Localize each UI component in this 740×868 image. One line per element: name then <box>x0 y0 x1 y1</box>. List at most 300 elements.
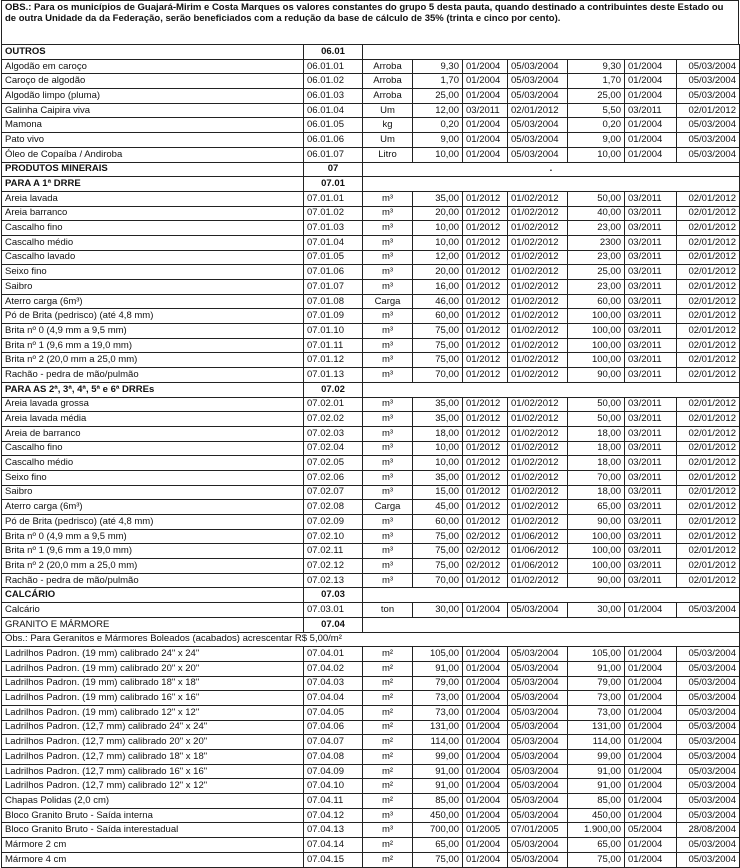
period-2: 03/2011 <box>625 529 677 544</box>
date-2: 02/01/2012 <box>677 309 740 324</box>
value-1: 450,00 <box>413 808 463 823</box>
date-2: 05/03/2004 <box>677 661 740 676</box>
period-1: 01/2004 <box>463 133 508 148</box>
unit: m² <box>363 691 413 706</box>
section-row <box>2 382 740 397</box>
period-2: 01/2004 <box>625 118 677 133</box>
product-name: Aterro carga (6m³) <box>2 294 304 309</box>
period-1: 01/2004 <box>463 794 508 809</box>
section-blank <box>363 45 740 60</box>
unit: m³ <box>363 250 413 265</box>
value-1: 45,00 <box>413 500 463 515</box>
unit: Carga <box>363 294 413 309</box>
value-1: 99,00 <box>413 750 463 765</box>
product-code: 07.01.03 <box>304 221 363 236</box>
section-blank: . <box>363 162 740 177</box>
period-2: 01/2004 <box>625 74 677 89</box>
value-1: 35,00 <box>413 397 463 412</box>
value-2: 105,00 <box>568 647 625 662</box>
product-code: 06.01.03 <box>304 89 363 104</box>
table-row <box>2 750 740 765</box>
value-1: 30,00 <box>413 603 463 618</box>
product-code: 07.01.09 <box>304 309 363 324</box>
product-name: Brita nº 2 (20,0 mm a 25,0 mm) <box>2 353 304 368</box>
product-code: 07.02.11 <box>304 544 363 559</box>
date-2: 02/01/2012 <box>677 500 740 515</box>
period-1: 01/2004 <box>463 89 508 104</box>
table-row <box>2 544 740 559</box>
unit: m² <box>363 661 413 676</box>
date-1: 05/03/2004 <box>508 59 568 74</box>
period-2: 01/2004 <box>625 705 677 720</box>
value-1: 9,30 <box>413 59 463 74</box>
date-1: 07/01/2005 <box>508 823 568 838</box>
period-2: 01/2004 <box>625 603 677 618</box>
value-2: 1,70 <box>568 74 625 89</box>
date-1: 01/02/2012 <box>508 338 568 353</box>
section-code: 07 <box>304 162 363 177</box>
value-1: 25,00 <box>413 89 463 104</box>
date-2: 05/03/2004 <box>677 691 740 706</box>
period-2: 01/2004 <box>625 89 677 104</box>
period-2: 01/2004 <box>625 750 677 765</box>
section-blank <box>363 617 740 632</box>
value-2: 91,00 <box>568 764 625 779</box>
period-1: 02/2012 <box>463 529 508 544</box>
table-row <box>2 147 740 162</box>
product-code: 07.04.01 <box>304 647 363 662</box>
period-2: 03/2011 <box>625 426 677 441</box>
table-row <box>2 338 740 353</box>
value-1: 91,00 <box>413 764 463 779</box>
section-title: PARA AS 2ª, 3ª, 4ª, 5ª e 6ª DRREs <box>2 382 304 397</box>
table-row <box>2 265 740 280</box>
unit: m³ <box>363 573 413 588</box>
value-1: 75,00 <box>413 559 463 574</box>
date-2: 05/03/2004 <box>677 764 740 779</box>
period-1: 01/2012 <box>463 397 508 412</box>
period-2: 03/2011 <box>625 515 677 530</box>
product-name: Algodão em caroço <box>2 59 304 74</box>
section-blank <box>363 588 740 603</box>
date-1: 01/02/2012 <box>508 250 568 265</box>
date-2: 02/01/2012 <box>677 338 740 353</box>
product-code: 07.04.08 <box>304 750 363 765</box>
date-2: 02/01/2012 <box>677 353 740 368</box>
product-name: Brita nº 0 (4,9 mm a 9,5 mm) <box>2 324 304 339</box>
date-1: 01/02/2012 <box>508 500 568 515</box>
unit: m³ <box>363 221 413 236</box>
value-1: 114,00 <box>413 735 463 750</box>
unit: m³ <box>363 368 413 383</box>
date-2: 02/01/2012 <box>677 412 740 427</box>
date-1: 05/03/2004 <box>508 705 568 720</box>
value-2: 50,00 <box>568 191 625 206</box>
period-2: 01/2004 <box>625 720 677 735</box>
value-1: 12,00 <box>413 103 463 118</box>
period-1: 01/2012 <box>463 500 508 515</box>
product-code: 07.04.06 <box>304 720 363 735</box>
period-1: 01/2012 <box>463 456 508 471</box>
period-1: 01/2012 <box>463 338 508 353</box>
unit: m³ <box>363 808 413 823</box>
section-row <box>2 588 740 603</box>
date-2: 02/01/2012 <box>677 485 740 500</box>
unit: m³ <box>363 397 413 412</box>
value-1: 20,00 <box>413 206 463 221</box>
unit: m³ <box>363 309 413 324</box>
period-2: 03/2011 <box>625 485 677 500</box>
value-2: 60,00 <box>568 294 625 309</box>
value-2: 23,00 <box>568 280 625 295</box>
date-2: 05/03/2004 <box>677 147 740 162</box>
value-1: 73,00 <box>413 705 463 720</box>
date-1: 01/02/2012 <box>508 426 568 441</box>
date-2: 05/03/2004 <box>677 59 740 74</box>
table-row <box>2 500 740 515</box>
product-name: Caroço de algodão <box>2 74 304 89</box>
date-2: 05/03/2004 <box>677 750 740 765</box>
period-1: 03/2011 <box>463 103 508 118</box>
date-2: 02/01/2012 <box>677 368 740 383</box>
unit: m³ <box>363 412 413 427</box>
unit: m³ <box>363 235 413 250</box>
table-row <box>2 397 740 412</box>
product-code: 07.04.15 <box>304 852 363 867</box>
table-row <box>2 235 740 250</box>
period-1: 02/2012 <box>463 544 508 559</box>
product-name: Ladrilhos Padron. (12,7 mm) calibrado 24" x 24" <box>2 720 304 735</box>
period-2: 03/2011 <box>625 191 677 206</box>
table-row <box>2 647 740 662</box>
product-name: Ladrilhos Padron. (12,7 mm) calibrado 20" x 20" <box>2 735 304 750</box>
product-code: 06.01.04 <box>304 103 363 118</box>
period-1: 01/2004 <box>463 59 508 74</box>
period-2: 03/2011 <box>625 573 677 588</box>
unit: m³ <box>363 823 413 838</box>
table-row <box>2 559 740 574</box>
value-2: 91,00 <box>568 661 625 676</box>
product-code: 07.01.12 <box>304 353 363 368</box>
product-code: 07.01.01 <box>304 191 363 206</box>
value-2: 90,00 <box>568 515 625 530</box>
value-2: 0,20 <box>568 118 625 133</box>
value-1: 105,00 <box>413 647 463 662</box>
product-code: 07.04.07 <box>304 735 363 750</box>
period-1: 01/2012 <box>463 485 508 500</box>
table-row <box>2 103 740 118</box>
price-table <box>1 44 740 868</box>
unit: kg <box>363 118 413 133</box>
product-name: Ladrilhos Padron. (19 mm) calibrado 20" x 20" <box>2 661 304 676</box>
period-2: 01/2004 <box>625 794 677 809</box>
product-name: Galinha Caipira viva <box>2 103 304 118</box>
product-code: 07.04.05 <box>304 705 363 720</box>
value-2: 1.900,00 <box>568 823 625 838</box>
section-row <box>2 162 740 177</box>
period-1: 01/2004 <box>463 661 508 676</box>
note-row <box>2 632 740 647</box>
value-1: 91,00 <box>413 661 463 676</box>
product-name: Ladrilhos Padron. (19 mm) calibrado 24" x 24" <box>2 647 304 662</box>
period-2: 03/2011 <box>625 441 677 456</box>
section-title: OUTROS <box>2 45 304 60</box>
period-1: 01/2012 <box>463 221 508 236</box>
table-row <box>2 221 740 236</box>
observation-note: OBS.: Para os municípios de Guajará-Mirim e Costa Marques os valores constantes do grupo 5 desta pauta, quando destinado a contribuintes deste Estado ou de outra Unidade da da Federação, serão beneficiados com a redução da base de cálculo de 35% (trinta e cinco por cento). <box>1 0 739 44</box>
date-1: 01/06/2012 <box>508 529 568 544</box>
period-2: 03/2011 <box>625 324 677 339</box>
date-1: 05/03/2004 <box>508 779 568 794</box>
date-1: 01/02/2012 <box>508 294 568 309</box>
date-2: 02/01/2012 <box>677 250 740 265</box>
table-row <box>2 794 740 809</box>
period-1: 01/2012 <box>463 515 508 530</box>
date-1: 01/02/2012 <box>508 412 568 427</box>
product-name: Ladrilhos Padron. (19 mm) calibrado 16" x 16" <box>2 691 304 706</box>
product-name: Cascalho fino <box>2 221 304 236</box>
product-code: 07.04.13 <box>304 823 363 838</box>
table-row <box>2 353 740 368</box>
period-2: 03/2011 <box>625 353 677 368</box>
table-row <box>2 309 740 324</box>
period-2: 03/2011 <box>625 265 677 280</box>
period-2: 03/2011 <box>625 280 677 295</box>
table-row <box>2 118 740 133</box>
unit: m³ <box>363 338 413 353</box>
table-row <box>2 764 740 779</box>
period-1: 01/2012 <box>463 353 508 368</box>
period-1: 01/2012 <box>463 426 508 441</box>
product-code: 07.02.08 <box>304 500 363 515</box>
date-1: 01/06/2012 <box>508 559 568 574</box>
date-1: 01/02/2012 <box>508 280 568 295</box>
table-row <box>2 720 740 735</box>
date-1: 01/02/2012 <box>508 368 568 383</box>
table-row <box>2 426 740 441</box>
period-2: 03/2011 <box>625 294 677 309</box>
unit: m² <box>363 794 413 809</box>
product-code: 07.01.13 <box>304 368 363 383</box>
value-1: 75,00 <box>413 544 463 559</box>
product-code: 07.04.12 <box>304 808 363 823</box>
period-1: 01/2012 <box>463 324 508 339</box>
period-1: 01/2012 <box>463 265 508 280</box>
period-2: 03/2011 <box>625 412 677 427</box>
product-name: Ladrilhos Padron. (12,7 mm) calibrado 18" x 18" <box>2 750 304 765</box>
table-row <box>2 705 740 720</box>
date-2: 02/01/2012 <box>677 235 740 250</box>
date-1: 05/03/2004 <box>508 764 568 779</box>
product-code: 07.04.04 <box>304 691 363 706</box>
product-code: 07.01.04 <box>304 235 363 250</box>
date-2: 02/01/2012 <box>677 573 740 588</box>
value-1: 0,20 <box>413 118 463 133</box>
section-code: 07.01 <box>304 177 363 192</box>
section-code: 06.01 <box>304 45 363 60</box>
period-1: 02/2012 <box>463 559 508 574</box>
period-2: 03/2011 <box>625 235 677 250</box>
period-1: 01/2004 <box>463 735 508 750</box>
value-2: 85,00 <box>568 794 625 809</box>
date-1: 01/02/2012 <box>508 456 568 471</box>
date-1: 05/03/2004 <box>508 89 568 104</box>
period-1: 01/2012 <box>463 235 508 250</box>
date-1: 05/03/2004 <box>508 838 568 853</box>
date-2: 28/08/2004 <box>677 823 740 838</box>
table-row <box>2 324 740 339</box>
table-row <box>2 133 740 148</box>
period-1: 01/2004 <box>463 764 508 779</box>
value-1: 12,00 <box>413 250 463 265</box>
product-name: Algodão limpo (pluma) <box>2 89 304 104</box>
date-2: 05/03/2004 <box>677 647 740 662</box>
section-row <box>2 617 740 632</box>
value-2: 30,00 <box>568 603 625 618</box>
table-row <box>2 852 740 867</box>
date-1: 05/03/2004 <box>508 647 568 662</box>
date-2: 05/03/2004 <box>677 705 740 720</box>
value-2: 23,00 <box>568 221 625 236</box>
date-1: 01/02/2012 <box>508 397 568 412</box>
date-1: 05/03/2004 <box>508 603 568 618</box>
date-1: 01/06/2012 <box>508 544 568 559</box>
product-name: Mármore 2 cm <box>2 838 304 853</box>
value-1: 10,00 <box>413 147 463 162</box>
value-1: 70,00 <box>413 368 463 383</box>
period-1: 01/2004 <box>463 720 508 735</box>
period-1: 01/2004 <box>463 118 508 133</box>
value-2: 65,00 <box>568 838 625 853</box>
note-text: Obs.: Para Geranitos e Mármores Boleados (acabados) acrescentar R$ 5,00/m² <box>2 632 740 647</box>
product-code: 07.02.06 <box>304 470 363 485</box>
date-2: 05/03/2004 <box>677 74 740 89</box>
value-2: 99,00 <box>568 750 625 765</box>
product-name: Cascalho lavado <box>2 250 304 265</box>
product-code: 06.01.01 <box>304 59 363 74</box>
product-name: Seixo fino <box>2 470 304 485</box>
product-code: 07.01.10 <box>304 324 363 339</box>
unit: m³ <box>363 353 413 368</box>
date-1: 01/02/2012 <box>508 470 568 485</box>
period-1: 01/2012 <box>463 368 508 383</box>
product-code: 07.04.09 <box>304 764 363 779</box>
unit: m² <box>363 647 413 662</box>
unit: m³ <box>363 456 413 471</box>
value-1: 10,00 <box>413 235 463 250</box>
value-2: 18,00 <box>568 485 625 500</box>
value-1: 85,00 <box>413 794 463 809</box>
product-code: 06.01.05 <box>304 118 363 133</box>
value-1: 35,00 <box>413 412 463 427</box>
value-1: 91,00 <box>413 779 463 794</box>
product-code: 07.02.03 <box>304 426 363 441</box>
date-1: 05/03/2004 <box>508 118 568 133</box>
period-1: 01/2004 <box>463 779 508 794</box>
table-row <box>2 529 740 544</box>
date-2: 05/03/2004 <box>677 720 740 735</box>
value-2: 90,00 <box>568 573 625 588</box>
value-2: 100,00 <box>568 559 625 574</box>
period-2: 03/2011 <box>625 559 677 574</box>
period-1: 01/2004 <box>463 750 508 765</box>
value-1: 10,00 <box>413 221 463 236</box>
product-name: Pó de Brita (pedrisco) (até 4,8 mm) <box>2 515 304 530</box>
date-2: 02/01/2012 <box>677 221 740 236</box>
product-code: 07.01.07 <box>304 280 363 295</box>
product-name: Ladrilhos Padron. (12,7 mm) calibrado 16" x 16" <box>2 764 304 779</box>
period-2: 01/2004 <box>625 764 677 779</box>
section-title: PRODUTOS MINERAIS <box>2 162 304 177</box>
section-blank <box>363 382 740 397</box>
date-1: 05/03/2004 <box>508 852 568 867</box>
product-name: Rachão - pedra de mão/pulmão <box>2 573 304 588</box>
unit: m² <box>363 764 413 779</box>
table-row <box>2 250 740 265</box>
value-1: 70,00 <box>413 573 463 588</box>
unit: m³ <box>363 544 413 559</box>
section-code: 07.02 <box>304 382 363 397</box>
table-row <box>2 280 740 295</box>
value-1: 16,00 <box>413 280 463 295</box>
period-1: 01/2004 <box>463 838 508 853</box>
value-2: 9,00 <box>568 133 625 148</box>
value-2: 100,00 <box>568 338 625 353</box>
table-row <box>2 470 740 485</box>
table-row <box>2 676 740 691</box>
product-name: Areia de barranco <box>2 426 304 441</box>
unit: Carga <box>363 500 413 515</box>
date-2: 05/03/2004 <box>677 794 740 809</box>
date-1: 01/02/2012 <box>508 324 568 339</box>
value-1: 9,00 <box>413 133 463 148</box>
value-1: 75,00 <box>413 353 463 368</box>
period-1: 01/2012 <box>463 280 508 295</box>
value-2: 50,00 <box>568 412 625 427</box>
date-2: 05/03/2004 <box>677 676 740 691</box>
period-2: 03/2011 <box>625 500 677 515</box>
date-2: 05/03/2004 <box>677 838 740 853</box>
value-2: 131,00 <box>568 720 625 735</box>
date-1: 05/03/2004 <box>508 676 568 691</box>
unit: m² <box>363 676 413 691</box>
period-1: 01/2005 <box>463 823 508 838</box>
product-name: Pó de Brita (pedrisco) (até 4,8 mm) <box>2 309 304 324</box>
product-name: Saibro <box>2 485 304 500</box>
product-code: 06.01.02 <box>304 74 363 89</box>
product-name: Ladrilhos Padron. (19 mm) calibrado 12" x 12" <box>2 705 304 720</box>
product-name: Mármore 4 cm <box>2 852 304 867</box>
value-1: 79,00 <box>413 676 463 691</box>
date-1: 05/03/2004 <box>508 133 568 148</box>
table-row <box>2 823 740 838</box>
table-row <box>2 441 740 456</box>
period-2: 01/2004 <box>625 647 677 662</box>
period-1: 01/2004 <box>463 852 508 867</box>
table-row <box>2 808 740 823</box>
unit: Arroba <box>363 89 413 104</box>
value-2: 65,00 <box>568 500 625 515</box>
period-1: 01/2004 <box>463 647 508 662</box>
product-name: Cascalho médio <box>2 235 304 250</box>
value-2: 25,00 <box>568 265 625 280</box>
period-2: 03/2011 <box>625 397 677 412</box>
date-1: 05/03/2004 <box>508 750 568 765</box>
unit: m³ <box>363 191 413 206</box>
product-code: 07.02.05 <box>304 456 363 471</box>
value-2: 18,00 <box>568 456 625 471</box>
table-row <box>2 735 740 750</box>
